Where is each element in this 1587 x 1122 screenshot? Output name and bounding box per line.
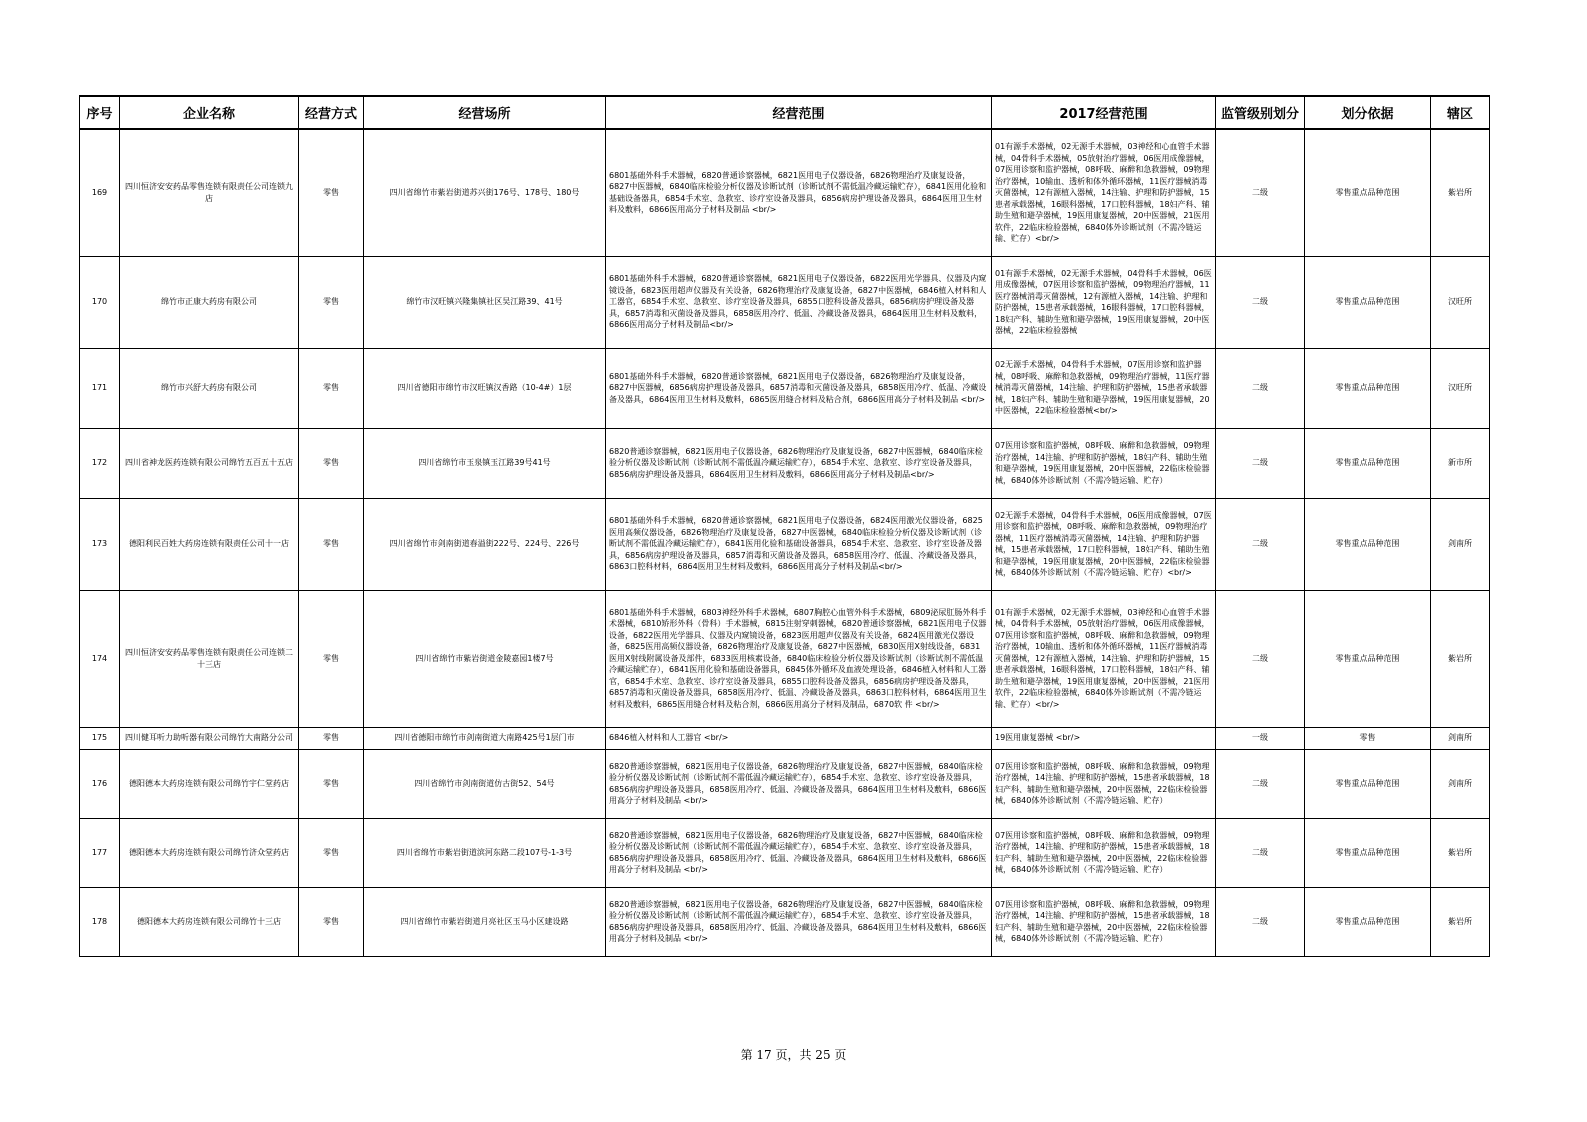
header-company-name: 企业名称 [120,96,299,129]
scope-2017: 07医用诊察和监护器械，08呼吸、麻醉和急救器械，09物理治疗器械，14注输、护理和防护器械，15患者承载器械，18妇产科、辅助生殖和避孕器械，20中医器械，22临床检验器械，6840体外诊断试剂（不需冷链运输、贮存） [992,818,1216,887]
district: 剑南所 [1431,749,1490,818]
supervision-level: 二级 [1216,887,1305,956]
company-name: 绵竹市正康大药房有限公司 [120,256,299,348]
business-scope: 6801基础外科手术器械，6820普通诊察器械，6821医用电子仪器设备，6826物理治疗及康复设备，6827中医器械，6840临床检验分析仪器及诊断试剂（诊断试剂不需低温冷藏运输贮存），6841医用化验和基础设备器具，6854手术室、急救室、诊疗室设备及器具，6856病房护理设备及器具，6864医用卫生材料及敷料，6866医用高分子材料及制品 <br/> [606,129,992,256]
serial-number: 176 [80,749,120,818]
serial-number: 177 [80,818,120,887]
business-mode: 零售 [299,887,364,956]
classification-basis: 零售重点品种范围 [1305,498,1431,590]
business-scope: 6846植入材料和人工器官 <br/> [606,727,992,749]
serial-number: 169 [80,129,120,256]
business-address: 四川省德阳市绵竹市剑南街道大南路425号1层门市 [364,727,606,749]
supervision-level: 二级 [1216,129,1305,256]
classification-basis: 零售重点品种范围 [1305,348,1431,428]
business-mode: 零售 [299,498,364,590]
table-row [80,818,1490,887]
supervision-level: 二级 [1216,256,1305,348]
scope-2017: 19医用康复器械 <br/> [992,727,1216,749]
serial-number: 174 [80,590,120,727]
company-name: 德阳德本大药房连锁有限公司绵竹宇仁堂药店 [120,749,299,818]
business-address: 四川省德阳市绵竹市汉旺镇汉香路（10-4#）1层 [364,348,606,428]
business-scope: 6801基础外科手术器械，6820普通诊察器械，6821医用电子仪器设备，6824医用激光仪器设备，6825医用高频仪器设备，6826物理治疗及康复设备，6827中医器械，6840临床检验分析仪器及诊断试剂（诊断试剂不需低温冷藏运输贮存），6841医用化验和基础设备器具，6854手术室、急救室、诊疗室设备及器具，6856病房护理设备及器具，6857消毒和灭菌设备及器具，6858医用冷疗、低温、冷藏设备及器具，6863口腔科材料，6864医用卫生材料及敷料，6866医用高分子材料及制品<br/> [606,498,992,590]
business-address: 绵竹市汉旺镇兴隆集镇社区吴江路39、41号 [364,256,606,348]
district: 紫岩所 [1431,590,1490,727]
company-name: 四川恒济安安药品零售连锁有限责任公司连锁二十三店 [120,590,299,727]
business-scope: 6801基础外科手术器械，6820普通诊察器械，6821医用电子仪器设备，6826物理治疗及康复设备，6827中医器械，6856病房护理设备及器具，6857消毒和灭菌设备及器具，6858医用冷疗、低温、冷藏设备及器具，6864医用卫生材料及敷料，6865医用缝合材料及粘合剂，6866医用高分子材料及制品 <br/> [606,348,992,428]
classification-basis: 零售重点品种范围 [1305,590,1431,727]
company-name: 四川恒济安安药品零售连锁有限责任公司连锁九店 [120,129,299,256]
business-mode: 零售 [299,727,364,749]
district: 剑南所 [1431,727,1490,749]
district: 剑南所 [1431,498,1490,590]
header-district: 辖区 [1431,96,1490,129]
scope-2017: 01有源手术器械，02无源手术器械，03神经和心血管手术器械，04骨科手术器械，05放射治疗器械，06医用成像器械，07医用诊察和监护器械，08呼吸、麻醉和急救器械，09物理治疗器械，10输血、透析和体外循环器械，11医疗器械消毒灭菌器械，12有源植入器械，14注输、护理和防护器械，15患者承载器械，16眼科器械，17口腔科器械，18妇产科、辅助生殖和避孕器械，19医用康复器械，20中医器械，21医用软件，22临床检验器械，6840体外诊断试剂（不需冷链运输、贮存）<br/> [992,590,1216,727]
classification-basis: 零售重点品种范围 [1305,818,1431,887]
district: 紫岩所 [1431,887,1490,956]
scope-2017: 02无源手术器械，04骨科手术器械，07医用诊察和监护器械，08呼吸、麻醉和急救器械，09物理治疗器械，11医疗器械消毒灭菌器械，14注输、护理和防护器械，15患者承载器械，18妇产科、辅助生殖和避孕器械，19医用康复器械，20中医器械，22临床检验器械<br/> [992,348,1216,428]
table-row [80,348,1490,428]
business-mode: 零售 [299,818,364,887]
classification-basis: 零售重点品种范围 [1305,749,1431,818]
business-address: 四川省绵竹市紫岩街道滨河东路二段107号-1-3号 [364,818,606,887]
classification-basis: 零售重点品种范围 [1305,428,1431,498]
business-scope: 6820普通诊察器械，6821医用电子仪器设备，6826物理治疗及康复设备，6827中医器械，6840临床检验分析仪器及诊断试剂（诊断试剂不需低温冷藏运输贮存），6854手术室、急救室、诊疗室设备及器具，6856病房护理设备及器具，6858医用冷疗、低温、冷藏设备及器具，6864医用卫生材料及敷料，6866医用高分子材料及制品 <br/> [606,749,992,818]
supervision-level: 二级 [1216,590,1305,727]
classification-basis: 零售 [1305,727,1431,749]
supervision-level: 二级 [1216,428,1305,498]
company-name: 四川健耳听力助听器有限公司绵竹大南路分公司 [120,727,299,749]
registry-table [79,95,1490,957]
table-row [80,498,1490,590]
scope-2017: 07医用诊察和监护器械，08呼吸、麻醉和急救器械，09物理治疗器械，14注输、护理和防护器械，15患者承载器械，18妇产科、辅助生殖和避孕器械，20中医器械，22临床检验器械，6840体外诊断试剂（不需冷链运输、贮存） [992,887,1216,956]
supervision-level: 二级 [1216,348,1305,428]
company-name: 德阳德本大药房连锁有限公司绵竹十三店 [120,887,299,956]
scope-2017: 01有源手术器械，02无源手术器械，04骨科手术器械，06医用成像器械，07医用诊察和监护器械，09物理治疗器械，11医疗器械消毒灭菌器械，12有源植入器械，14注输、护理和防护器械，15患者承载器械，16眼科器械，17口腔科器械，18妇产科、辅助生殖和避孕器械，19医用康复器械，20中医器械，22临床检验器械 [992,256,1216,348]
business-scope: 6820普通诊察器械，6821医用电子仪器设备，6826物理治疗及康复设备，6827中医器械，6840临床检验分析仪器及诊断试剂（诊断试剂不需低温冷藏运输贮存），6854手术室、急救室、诊疗室设备及器具，6856病房护理设备及器具，6864医用卫生材料及敷料，6866医用高分子材料及制品<br/> [606,428,992,498]
table-row [80,129,1490,256]
serial-number: 175 [80,727,120,749]
district: 汉旺所 [1431,256,1490,348]
header-business-scope: 经营范围 [606,96,992,129]
header-supervision-level: 监管级别划分 [1216,96,1305,129]
company-name: 绵竹市兴舒大药房有限公司 [120,348,299,428]
company-name: 德阳利民百姓大药房连锁有限责任公司十一店 [120,498,299,590]
table-header-row [80,96,1490,129]
classification-basis: 零售重点品种范围 [1305,256,1431,348]
classification-basis: 零售重点品种范围 [1305,129,1431,256]
business-scope: 6820普通诊察器械，6821医用电子仪器设备，6826物理治疗及康复设备，6827中医器械，6840临床检验分析仪器及诊断试剂（诊断试剂不需低温冷藏运输贮存），6854手术室、急救室、诊疗室设备及器具，6856病房护理设备及器具，6858医用冷疗、低温、冷藏设备及器具，6864医用卫生材料及敷料，6866医用高分子材料及制品 <br/> [606,887,992,956]
business-address: 四川省绵竹市紫岩街道苏兴街176号、178号、180号 [364,129,606,256]
header-business-mode: 经营方式 [299,96,364,129]
business-mode: 零售 [299,590,364,727]
company-name: 四川省神龙医药连锁有限公司绵竹五百五十五店 [120,428,299,498]
business-mode: 零售 [299,348,364,428]
page-number-footer: 第 17 页，共 25 页 [740,1048,847,1062]
serial-number: 171 [80,348,120,428]
business-address: 四川省绵竹市剑南街道春溢街222号、224号、226号 [364,498,606,590]
business-mode: 零售 [299,256,364,348]
business-mode: 零售 [299,428,364,498]
business-address: 四川省绵竹市玉泉镇玉江路39号41号 [364,428,606,498]
scope-2017: 01有源手术器械，02无源手术器械，03神经和心血管手术器械，04骨科手术器械，05放射治疗器械，06医用成像器械，07医用诊察和监护器械，08呼吸、麻醉和急救器械，09物理治疗器械，10输血、透析和体外循环器械，11医疗器械消毒灭菌器械，12有源植入器械，14注输、护理和防护器械，15患者承载器械，16眼科器械，17口腔科器械，18妇产科、辅助生殖和避孕器械，19医用康复器械，20中医器械，21医用软件，22临床检验器械，6840体外诊断试剂（不需冷链运输、贮存）<br/> [992,129,1216,256]
district: 紫岩所 [1431,129,1490,256]
business-scope: 6801基础外科手术器械，6803神经外科手术器械，6807胸腔心血管外科手术器械，6809泌尿肛肠外科手术器械，6810矫形外科（骨科）手术器械，6815注射穿刺器械，6820普通诊察器械，6821医用电子仪器设备，6822医用光学器具、仪器及内窥镜设备，6823医用超声仪器及有关设备，6824医用激光仪器设备，6825医用高频仪器设备，6826物理治疗及康复设备，6827中医器械，6830医用X射线设备，6831医用X射线附属设备及部件，6833医用核素设备，6840临床检验分析仪器及诊断试剂（诊断试剂不需低温冷藏运输贮存），6841医用化验和基础设备器具，6845体外循环及血液处理设备，6846植入材料和人工器官，6854手术室、急救室、诊疗室设备及器具，6855口腔科设备及器具，6856病房护理设备及器具，6857消毒和灭菌设备及器具，6858医用冷疗、低温、冷藏设备及器具，6863口腔科材料，6864医用卫生材料及敷料，6865医用缝合材料及粘合剂，6866医用高分子材料及制品，6870软 件 <br/> [606,590,992,727]
scope-2017: 07医用诊察和监护器械，08呼吸、麻醉和急救器械，09物理治疗器械，14注输、护理和防护器械，18妇产科、辅助生殖和避孕器械，19医用康复器械，20中医器械，22临床检验器械，6840体外诊断试剂（不需冷链运输、贮存） [992,428,1216,498]
supervision-level: 二级 [1216,818,1305,887]
table-row [80,887,1490,956]
district: 紫岩所 [1431,818,1490,887]
scope-2017: 07医用诊察和监护器械，08呼吸、麻醉和急救器械，09物理治疗器械，14注输、护理和防护器械，15患者承载器械，18妇产科、辅助生殖和避孕器械，20中医器械，22临床检验器械，6840体外诊断试剂（不需冷链运输、贮存） [992,749,1216,818]
table-row [80,256,1490,348]
supervision-level: 二级 [1216,498,1305,590]
business-address: 四川省绵竹市紫岩街道金陵嘉园1楼7号 [364,590,606,727]
header-classification-basis: 划分依据 [1305,96,1431,129]
business-address: 四川省绵竹市剑南街道仿古街52、54号 [364,749,606,818]
business-mode: 零售 [299,749,364,818]
scope-2017: 02无源手术器械，04骨科手术器械，06医用成像器械，07医用诊察和监护器械，08呼吸、麻醉和急救器械，09物理治疗器械，11医疗器械消毒灭菌器械，14注输、护理和防护器械，15患者承载器械，17口腔科器械，18妇产科、辅助生殖和避孕器械，19医用康复器械，20中医器械，22临床检验器械，6840体外诊断试剂（不需冷链运输、贮存）<br/> [992,498,1216,590]
supervision-level: 二级 [1216,749,1305,818]
district: 汉旺所 [1431,348,1490,428]
table-row [80,590,1490,727]
header-business-address: 经营场所 [364,96,606,129]
table-row [80,749,1490,818]
business-scope: 6801基础外科手术器械，6820普通诊察器械，6821医用电子仪器设备，6822医用光学器具、仪器及内窥镜设备，6823医用超声仪器及有关设备，6826物理治疗及康复设备，6827中医器械，6846植入材料和人工器官，6854手术室、急救室、诊疗室设备及器具，6855口腔科设备及器具，6856病房护理设备及器具，6857消毒和灭菌设备及器具，6858医用冷疗、低温、冷藏设备及器具，6864医用卫生材料及敷料，6866医用高分子材料及制品<br/> [606,256,992,348]
district: 新市所 [1431,428,1490,498]
table-row [80,727,1490,749]
business-scope: 6820普通诊察器械，6821医用电子仪器设备，6826物理治疗及康复设备，6827中医器械，6840临床检验分析仪器及诊断试剂（诊断试剂不需低温冷藏运输贮存），6854手术室、急救室、诊疗室设备及器具，6856病房护理设备及器具，6858医用冷疗、低温、冷藏设备及器具，6864医用卫生材料及敷料，6866医用高分子材料及制品 <br/> [606,818,992,887]
header-serial-number: 序号 [80,96,120,129]
serial-number: 170 [80,256,120,348]
serial-number: 173 [80,498,120,590]
serial-number: 172 [80,428,120,498]
header-scope-2017: 2017经营范围 [992,96,1216,129]
business-address: 四川省绵竹市紫岩街道月亮社区玉马小区建设路 [364,887,606,956]
table-row [80,428,1490,498]
company-name: 德阳德本大药房连锁有限公司绵竹济众堂药店 [120,818,299,887]
business-mode: 零售 [299,129,364,256]
supervision-level: 一级 [1216,727,1305,749]
serial-number: 178 [80,887,120,956]
classification-basis: 零售重点品种范围 [1305,887,1431,956]
